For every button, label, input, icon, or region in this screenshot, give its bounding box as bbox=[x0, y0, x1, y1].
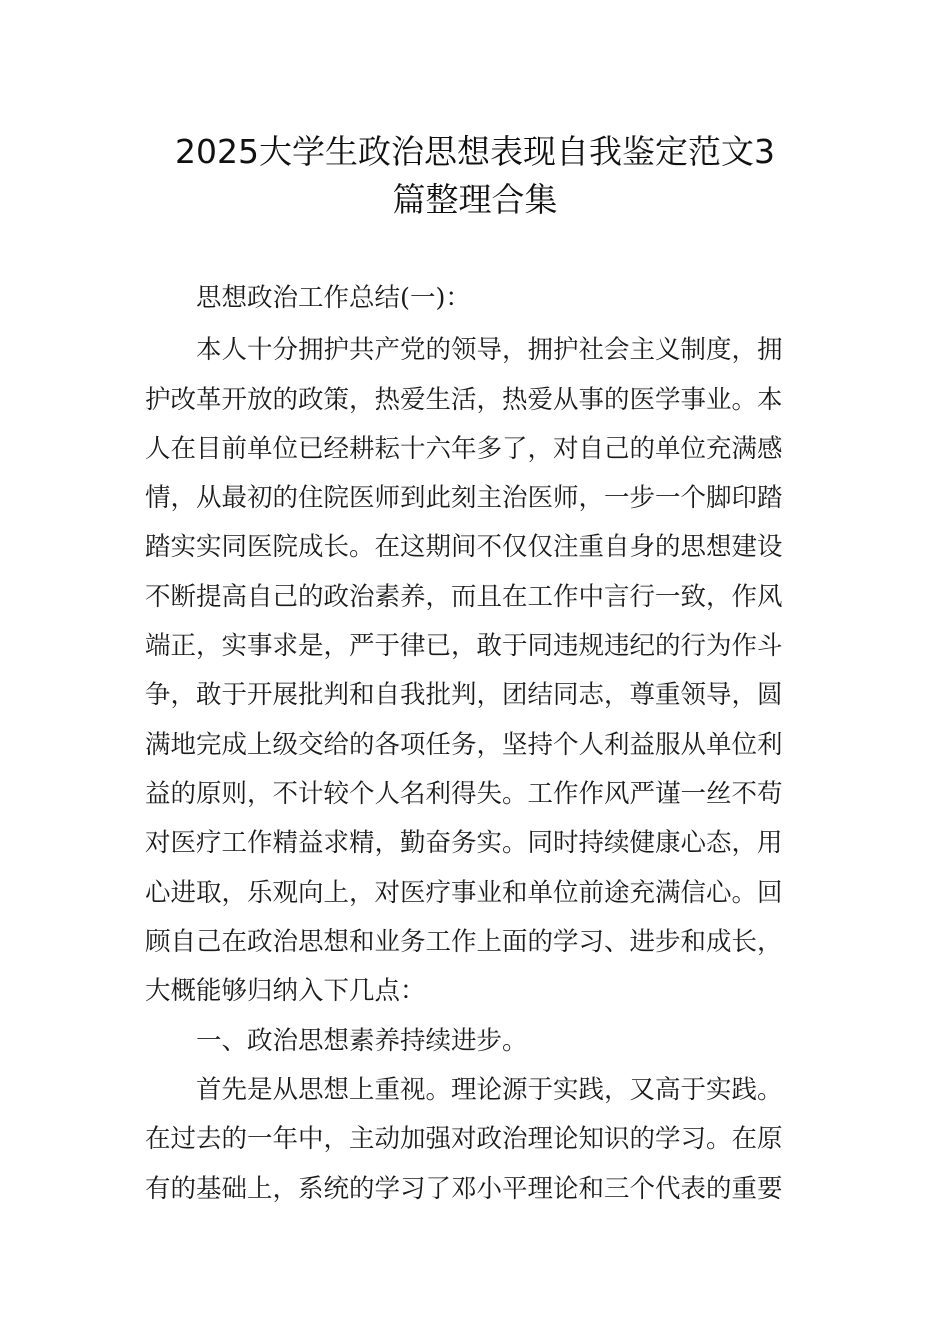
paragraph-line: 心进取，乐观向上，对医疗事业和单位前途充满信心。回 bbox=[145, 878, 783, 908]
paragraph-line: 人在目前单位已经耕耘十六年多了，对自己的单位充满感 bbox=[145, 434, 783, 464]
paragraph-line: 端正，实事求是，严于律已，敢于同违规违纪的行为作斗 bbox=[145, 631, 783, 661]
paragraph-line: 不断提高自己的政治素养，而且在工作中言行一致，作风 bbox=[145, 582, 783, 612]
paragraph-line: 踏实实同医院成长。在这期间不仅仅注重自身的思想建设 bbox=[145, 532, 783, 562]
paragraph-line: 益的原则，不计较个人名利得失。工作作风严谨一丝不苟 bbox=[145, 779, 783, 809]
paragraph-line: 顾自己在政治思想和业务工作上面的学习、进步和成长， bbox=[145, 927, 783, 957]
paragraph-line: 护改革开放的政策，热爱生活，热爱从事的医学事业。本 bbox=[145, 385, 783, 415]
document-title-line-2: 篇整理合集 bbox=[392, 180, 558, 219]
paragraph-line: 本人十分拥护共产党的领导，拥护社会主义制度，拥 bbox=[196, 335, 783, 365]
section-heading: 一、政治思想素养持续进步。 bbox=[196, 1026, 528, 1056]
paragraph-line: 对医疗工作精益求精，勤奋务实。同时持续健康心态，用 bbox=[145, 828, 783, 858]
paragraph-line: 大概能够归纳入下几点： bbox=[145, 976, 426, 1006]
paragraph-line: 满地完成上级交给的各项任务，坚持个人利益服从单位利 bbox=[145, 730, 783, 760]
paragraph-line: 在过去的一年中，主动加强对政治理论知识的学习。在原 bbox=[145, 1124, 783, 1154]
document-title-line-1: 2025大学生政治思想表现自我鉴定范文3 bbox=[175, 132, 775, 171]
paragraph-line: 有的基础上，系统的学习了邓小平理论和三个代表的重要 bbox=[145, 1174, 783, 1204]
paragraph-line: 首先是从思想上重视。理论源于实践，又高于实践。 bbox=[196, 1075, 783, 1105]
section-heading: 思想政治工作总结(一)： bbox=[196, 283, 471, 313]
paragraph-line: 争，敢于开展批判和自我批判，团结同志，尊重领导，圆 bbox=[145, 680, 783, 710]
paragraph-line: 情，从最初的住院医师到此刻主治医师，一步一个脚印踏 bbox=[145, 483, 783, 513]
